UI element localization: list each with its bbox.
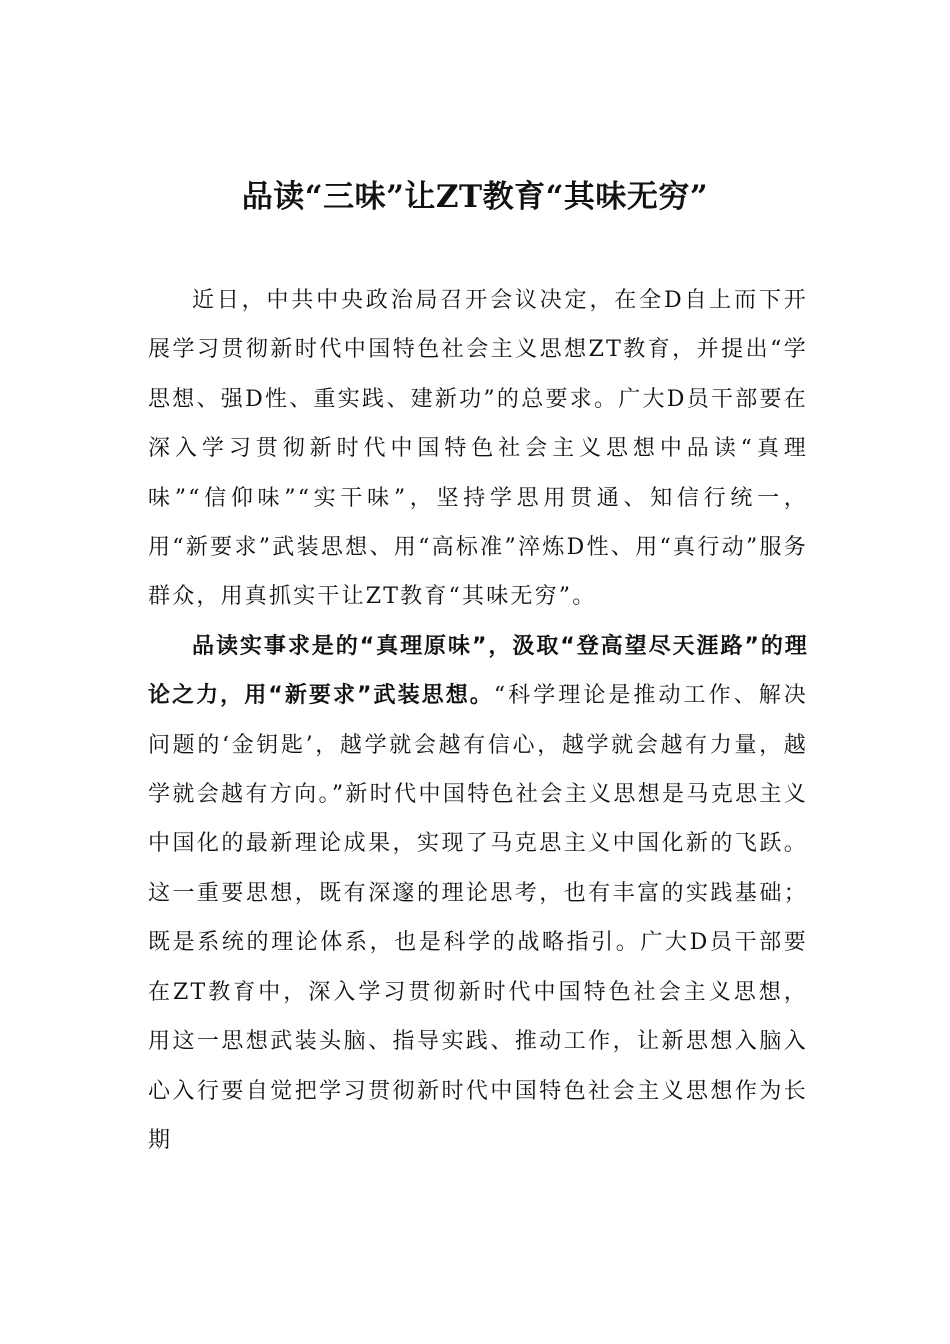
paragraph-1 bbox=[148, 276, 808, 622]
paragraph-2-text: “科学理论是推动工作、解决问题的‘金钥匙’，越学就会越有信心，越学就会越有力量，越学就会越有方向。”新时代中国特色社会主义思想是马克思主义中国化的最新理论成果，实现了马克思主义中国化新的飞跃。这一重要思想，既有深邃的理论思考，也有丰富的实践基础；既是系统的理论体系，也是科学的战略指引。广大D员干部要在ZT教育中，深入学习贯彻新时代中国特色社会主义思想，用这一思想武装头脑、指导实践、推动工作，让新思想入脑入心入行要自觉把学习贯彻新时代中国特色社会主义思想作为长期 bbox=[148, 683, 808, 1153]
paragraph-2 bbox=[148, 622, 808, 1165]
paragraph-2-lead: 品读实事求是的“真理原味”，汲取“登高望尽天涯路”的理论之力，用“新要求”武装思想。 bbox=[148, 633, 808, 709]
document-title: 品读“三味”让ZT教育“其味无穷” bbox=[241, 179, 709, 215]
paragraph-1-text: 近日，中共中央政治局召开会议决定，在全D自上而下开展学习贯彻新时代中国特色社会主义思想ZT教育，并提出“学思想、强D性、重实践、建新功”的总要求。广大D员干部要在深入学习贯彻新时代中国特色社会主义思想中品读“真理味”“信仰味”“实干味”，坚持学思用贯通、知信行统一，用“新要求”武装思想、用“高标准”淬炼D性、用“真行动”服务群众，用真抓实干让ZT教育“其味无穷”。 bbox=[148, 288, 808, 610]
document-body bbox=[148, 276, 808, 1165]
